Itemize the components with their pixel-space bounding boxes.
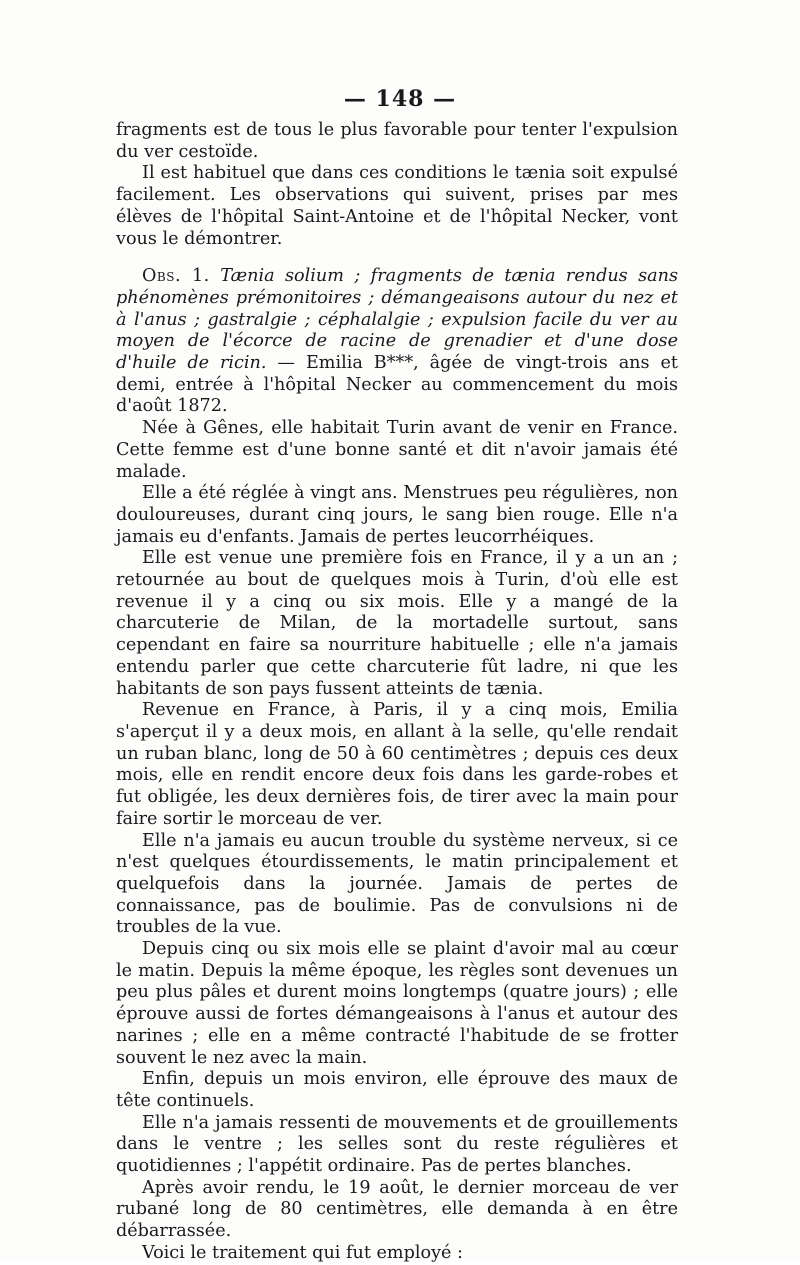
paragraph: Voici le traitement qui fut employé : bbox=[142, 1242, 463, 1263]
body-text bbox=[116, 120, 678, 1265]
paragraph: Revenue en France, à Paris, il y a cinq mois, Emilia s'aperçut il y a deux mois, en allant à la selle, qu'elle rendait un ruban blanc, long de 50 à 60 centimètres ; depuis ces deux mois, elle en rendit encore deux fois dans les garde-robes et fut obligée, les deux dernières fois, de tirer avec la main pour faire sortir le morceau de ver. bbox=[116, 700, 678, 829]
paragraph: fragments est de tous le plus favorable pour tenter l'expulsion du ver cestoïde. bbox=[116, 120, 678, 162]
paragraph: Née à Gênes, elle habitait Turin avant de venir en France. Cette femme est d'une bonne santé et dit n'avoir jamais été malade. bbox=[116, 418, 678, 482]
observation-intro: — Emilia B***, âgée de vingt-trois ans et demi, entrée à l'hôpital Necker au commencement du mois d'août 1872. bbox=[116, 353, 678, 417]
observation-label: Obs. 1. bbox=[142, 266, 210, 287]
paragraph: Elle a été réglée à vingt ans. Menstrues peu régulières, non douloureuses, durant cinq jours, le sang bien rouge. Elle n'a jamais eu d'enfants. Jamais de pertes leucorrhéiques. bbox=[116, 483, 678, 547]
paragraph: Enfin, depuis un mois environ, elle éprouve des maux de tête continuels. bbox=[116, 1069, 678, 1111]
paragraph: Il est habituel que dans ces conditions le tænia soit expulsé facilement. Les observations qui suivent, prises par mes élèves de l'hôpital Saint-Antoine et de l'hôpital Necker, vont vous le démontrer. bbox=[116, 163, 678, 249]
paragraph: Après avoir rendu, le 19 août, le dernier morceau de ver rubané long de 80 centimètres, elle demanda à en être débarrassée. bbox=[116, 1177, 678, 1242]
observation-title: Tænia solium ; fragments de tænia rendus sans phénomènes prémonitoires ; démangeaisons autour du nez et à l'anus ; gastralgie ; céphalalgie ; expulsion facile du ver au moyen de l'écorce de racine de grenadier et d'une dose d'huile de ricin. bbox=[116, 266, 678, 374]
paragraph: Elle n'a jamais ressenti de mouvements et de grouillements dans le ventre ; les selles sont du reste régulières et quotidiennes ; l'appétit ordinaire. Pas de pertes blanches. bbox=[116, 1112, 678, 1177]
paragraph: Depuis cinq ou six mois elle se plaint d'avoir mal au cœur le matin. Depuis la même époque, les règles sont devenues un peu plus pâles et durent moins longtemps (quatre jours) ; elle éprouve aussi de fortes démangeaisons à l'anus et autour des narines ; elle en a même contracté l'habitude de se frotter souvent le nez avec la main. bbox=[116, 939, 678, 1068]
page-number: — 148 — bbox=[343, 86, 457, 112]
paragraph: Elle est venue une première fois en France, il y a un an ; retournée au bout de quelques mois à Turin, d'où elle est revenue il y a cinq ou six mois. Elle y a mangé de la charcuterie de Milan, de la mortadelle surtout, sans cependant en faire sa nourriture habituelle ; elle n'a jamais entendu parler que cette charcuterie fût ladre, ni que les habitants de son pays fussent atteints de tænia. bbox=[116, 548, 678, 699]
observation-paragraph bbox=[116, 266, 678, 418]
paragraph: Elle n'a jamais eu aucun trouble du système nerveux, si ce n'est quelques étourdissements, le matin principalement et quelquefois dans la journée. Jamais de pertes de connaissance, pas de boulimie. Pas de convulsions ni de troubles de la vue. bbox=[116, 830, 678, 938]
